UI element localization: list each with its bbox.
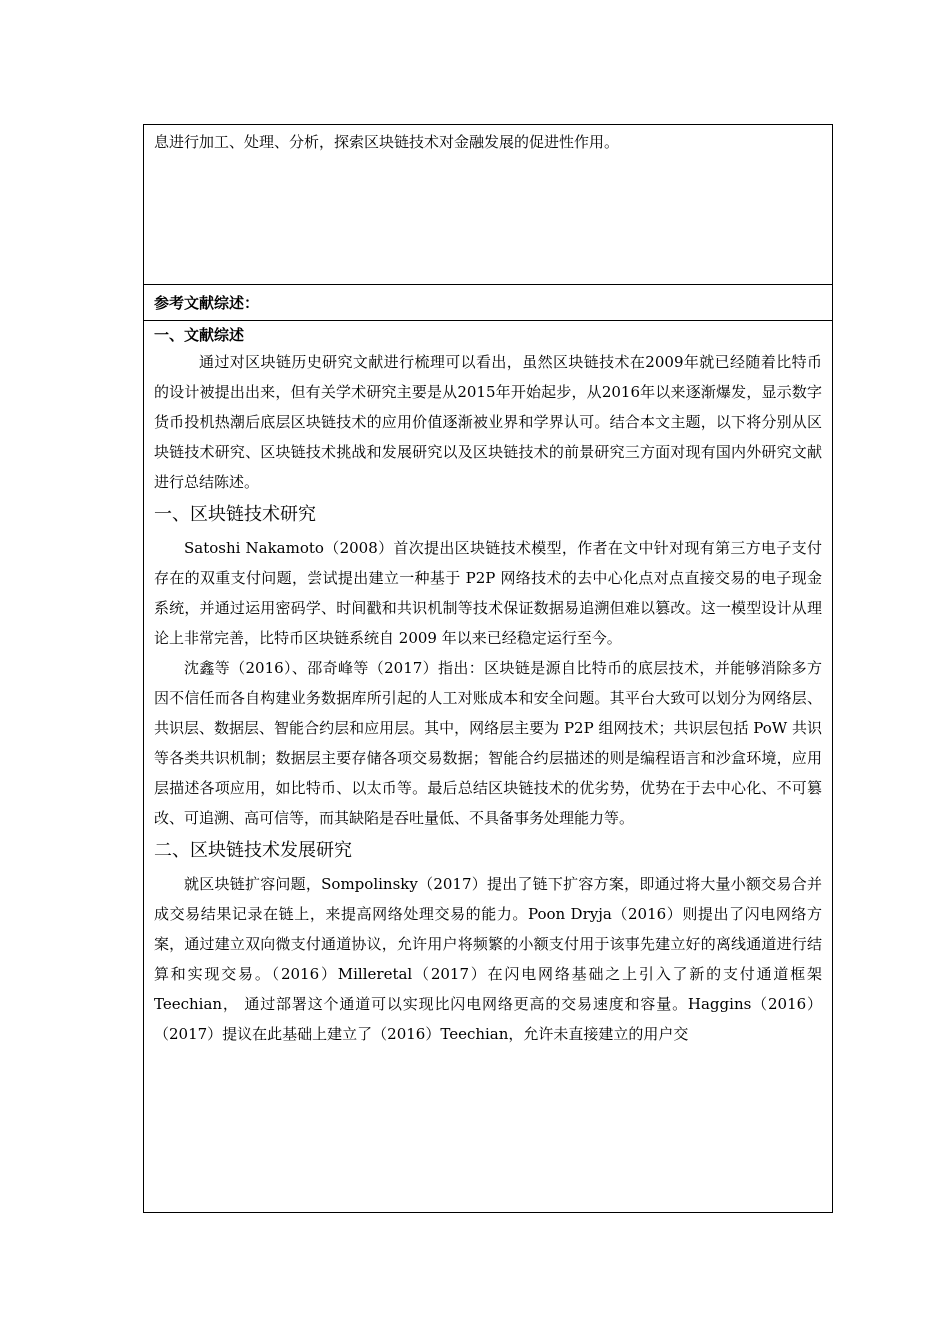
table-row-body xyxy=(144,321,832,1212)
literature-review-label: 参考文献综述： xyxy=(154,293,260,312)
table-row-continuation xyxy=(144,125,832,285)
main-heading: 一、文献综述 xyxy=(154,326,245,344)
intro-paragraph: 通过对区块链历史研究文献进行梳理可以看出，虽然区块链技术在2009年就已经随着比特币的设计被提出出来，但有关学术研究主要是从2015年开始起步，从2016年以来逐渐爆发，显示数字货币投机热潮后底层区块链技术的应用价值逐渐被业界和学界认可。结合本文主题，以下将分别从区块链技术研究、区块链技术挑战和发展研究以及区块链技术的前景研究三方面对现有国内外研究文献进行总结陈述。 xyxy=(154,353,822,491)
section1-title: 一、区块链技术研究 xyxy=(154,504,316,525)
section2-title: 二、区块链技术发展研究 xyxy=(154,840,352,861)
section1-paragraph-2: 沈鑫等（2016）、邵奇峰等（2017）指出：区块链是源自比特币的底层技术，并能够消除多方因不信任而各自构建业务数据库所引起的人工对账成本和安全问题。其平台大致可以划分为网络层、共识层、数据层、智能合约层和应用层。其中，网络层主要为 P2P 组网技术；共识层包括 PoW 共识等各类共识机制；数据层主要存储各项交易数据；智能合约层描述的则是编程语言和沙盒环境，应用层描述各项应用，如比特币、以太币等。最后总结区块链技术的优劣势，优势在于去中心化、不可篡改、可追溯、高可信等，而其缺陷是吞吐量低、不具备事务处理能力等。 xyxy=(154,659,822,827)
table-row-heading xyxy=(144,285,832,321)
continuation-paragraph: 息进行加工、处理、分析，探索区块链技术对金融发展的促进性作用。 xyxy=(154,133,620,151)
section2-paragraph-1: 就区块链扩容问题，Sompolinsky（2017）提出了链下扩容方案，即通过将大量小额交易合并成交易结果记录在链上，来提高网络处理交易的能力。Poon Dryja（2016）则提出了闪电网络方案，通过建立双向微支付通道协议，允许用户将频繁的小额支付用于该事先建立好的离线通道进行结算和实现交易。（2016）Milleretal（2017）在闪电网络基础之上引入了新的支付通道框架 Teechian， 通过部署这个通道可以实现比闪电网络更高的交易速度和容量。Haggins（2016）（2017）提议在此基础上建立了（2016）Teechian，允许未直接建立的用户交 xyxy=(154,875,822,1043)
document-table xyxy=(143,124,833,1213)
section1-paragraph-1: Satoshi Nakamoto（2008）首次提出区块链技术模型，作者在文中针对现有第三方电子支付存在的双重支付问题，尝试提出建立一种基于 P2P 网络技术的去中心化点对点直接交易的电子现金系统，并通过运用密码学、时间戳和共识机制等技术保证数据易追溯但难以篡改。这一模型设计从理论上非常完善，比特币区块链系统自 2009 年以来已经稳定运行至今。 xyxy=(154,539,822,647)
